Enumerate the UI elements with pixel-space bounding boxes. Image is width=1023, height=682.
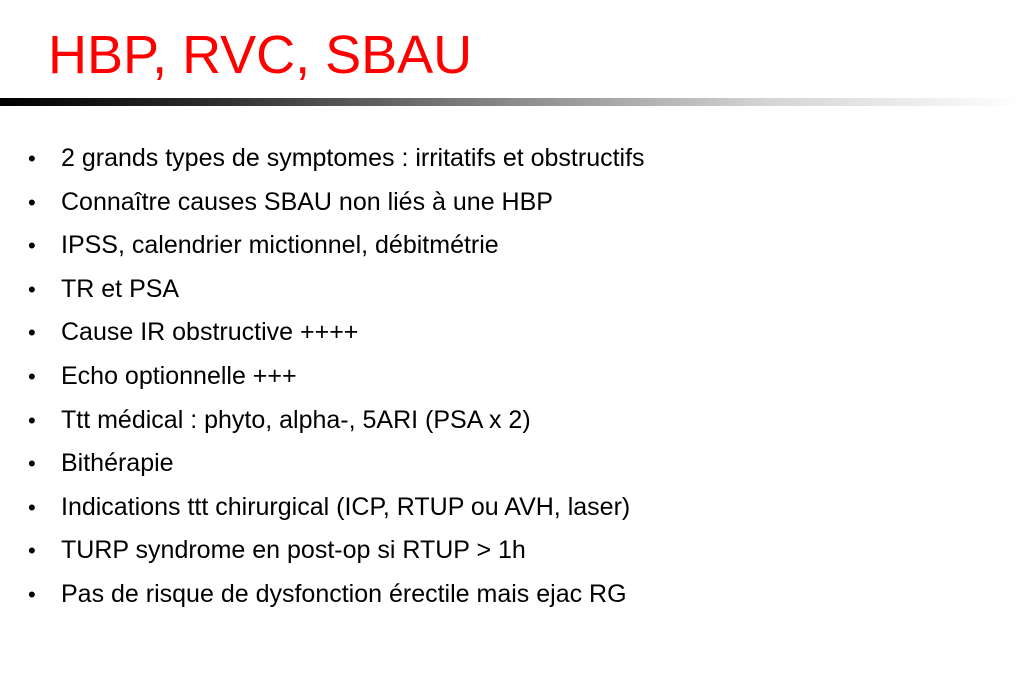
bullet-text: Ttt médical : phyto, alpha-, 5ARI (PSA x 2) bbox=[61, 405, 531, 434]
bullet-text: TR et PSA bbox=[61, 274, 180, 303]
bullet-icon: • bbox=[28, 189, 36, 215]
bullet-icon: • bbox=[28, 581, 36, 607]
bullet-text: Cause IR obstructive ++++ bbox=[61, 318, 359, 347]
bullet-icon: • bbox=[28, 320, 36, 346]
slide-title: HBP, RVC, SBAU bbox=[48, 25, 473, 85]
bullet-icon: • bbox=[28, 276, 36, 302]
bullet-text: Echo optionnelle +++ bbox=[61, 361, 297, 390]
bullet-text: Indications ttt chirurgical (ICP, RTUP ou AVH, laser) bbox=[61, 492, 631, 521]
bullet-icon: • bbox=[28, 233, 36, 259]
bullet-text: IPSS, calendrier mictionnel, débitmétrie bbox=[61, 231, 499, 260]
bullet-icon: • bbox=[28, 363, 36, 389]
title-divider bbox=[0, 98, 1023, 106]
bullet-icon: • bbox=[28, 407, 36, 433]
bullet-icon: • bbox=[28, 538, 36, 564]
bullet-text: 2 grands types de symptomes : irritatifs et obstructifs bbox=[61, 144, 645, 172]
bullet-icon: • bbox=[28, 451, 36, 477]
bullet-text: Pas de risque de dysfonction érectile mais ejac RG bbox=[61, 579, 627, 608]
bullet-icon: • bbox=[28, 494, 36, 520]
bullet-text: Connaître causes SBAU non liés à une HBP bbox=[61, 187, 553, 216]
bullet-icon: • bbox=[28, 146, 36, 171]
bullet-text: Bithérapie bbox=[61, 449, 174, 478]
bullet-text: TURP syndrome en post-op si RTUP > 1h bbox=[61, 536, 526, 565]
